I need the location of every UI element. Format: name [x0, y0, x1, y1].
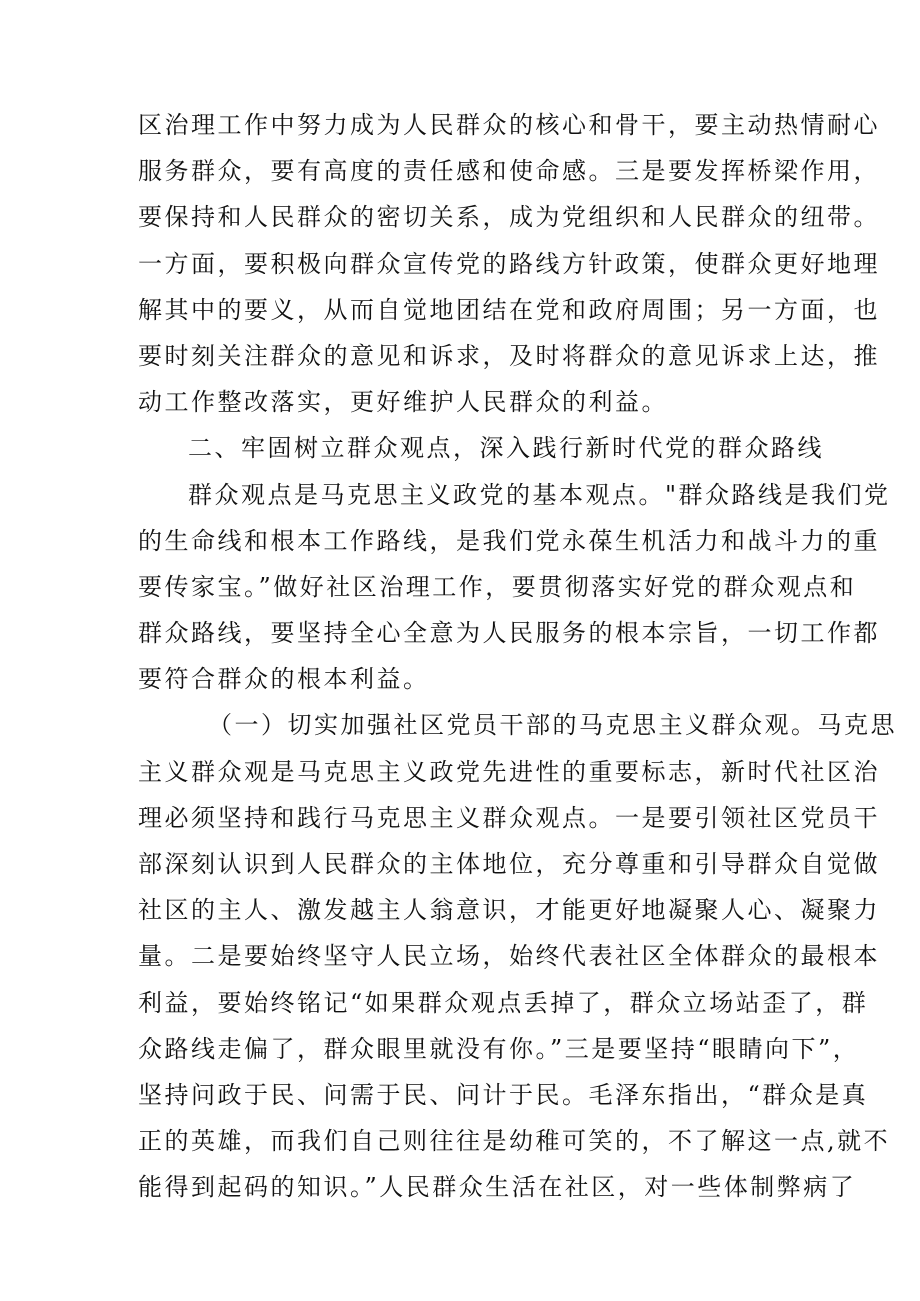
text-line: 社区的主人、激发越主人翁意识，才能更好地凝聚人心、凝聚力 — [138, 896, 880, 925]
text-line: 一方面，要积极向群众宣传党的路线方针政策，使群众更好地理 — [138, 249, 880, 278]
text-line: 理必须坚持和践行马克思主义群众观点。一是要引领社区党员干 — [138, 803, 880, 832]
text-line: 要时刻关注群众的意见和诉求，及时将群众的意见诉求上达，推 — [138, 341, 880, 370]
text-line: 的生命线和根本工作路线，是我们党永葆生机活力和战斗力的重 — [138, 526, 880, 555]
text-line: 部深刻认识到人民群众的主体地位，充分尊重和引导群众自觉做 — [138, 850, 880, 878]
text-line: 要保持和人民群众的密切关系，成为党组织和人民群众的纽带。 — [138, 203, 880, 232]
text-line: 要符合群众的根本利益。 — [138, 665, 430, 694]
section-heading: 二、牢固树立群众观点，深入践行新时代党的群众路线 — [188, 434, 824, 463]
text-line: 服务群众，要有高度的责任感和使命感。三是要发挥桥梁作用， — [138, 157, 880, 186]
text-line: 群众观点是马克思主义政党的基本观点。"群众路线是我们党 — [188, 480, 891, 509]
text-line: 主义群众观是马克思主义政党先进性的重要标志，新时代社区治 — [138, 757, 880, 786]
document-body — [138, 102, 897, 1211]
text-line: 能得到起码的知识。”人民群众生活在社区，对一些体制弊病了 — [138, 1173, 857, 1202]
subsection-heading: （一）切实加强社区党员干部的马克思主义群众观。马克思 — [208, 711, 897, 740]
text-line: 众路线走偏了，群众眼里就没有你。”三是要坚持“眼睛向下”， — [138, 1034, 860, 1063]
text-line: 解其中的要义，从而自觉地团结在党和政府周围；另一方面，也 — [138, 295, 880, 324]
text-line: 动工作整改落实，更好维护人民群众的利益。 — [138, 388, 668, 417]
text-line: 正的英雄，而我们自己则往往是幼稚可笑的，不了解这一点,就不 — [138, 1127, 891, 1156]
text-line: 区治理工作中努力成为人民群众的核心和骨干，要主动热情耐心 — [138, 111, 880, 139]
text-line: 利益，要始终铭记“如果群众观点丢掉了，群众立场站歪了，群 — [138, 988, 869, 1017]
text-line: 要传家宝。”做好社区治理工作，要贯彻落实好党的群众观点和 — [138, 572, 857, 601]
text-line: 量。二是要始终坚守人民立场，始终代表社区全体群众的最根本 — [138, 942, 880, 971]
text-line: 坚持问政于民、问需于民、问计于民。毛泽东指出，“群众是真 — [138, 1080, 869, 1109]
text-line: 群众路线，要坚持全心全意为人民服务的根本宗旨，一切工作都 — [138, 619, 880, 648]
